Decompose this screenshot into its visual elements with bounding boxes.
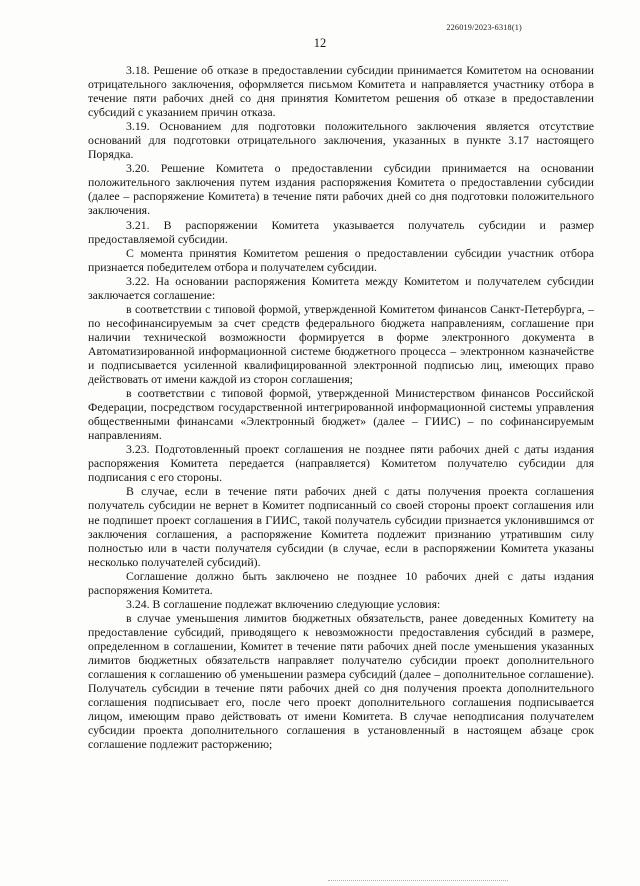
paragraph-3-22: 3.22. На основании распоряжения Комитета между Комитетом и получателем субсидии заключается соглашение: [88,273,594,302]
document-registration-number: 226019/2023-6318(1) [446,23,522,32]
paragraph-3-23-deadline: Соглашение должно быть заключено не позднее 10 рабочих дней с даты издания распоряжения Комитета. [88,568,594,597]
paragraph-3-22-item-1: в соответствии с типовой формой, утвержденной Комитетом финансов Санкт-Петербурга, – по несофинансируемым за счет средств федерального бюджета направлениям, соглашение при наличии технической возможности формируется в форме электронного документа в Автоматизированной информационной системе бюджетного процесса – электронном казначействе и подписывается усиленной квалифицированной электронной подписью лиц, имеющих право действовать от имени каждой из сторон соглашения; [88,301,594,387]
paragraph-3-21-winner: С момента принятия Комитетом решения о предоставлении субсидии участник отбора признается победителем отбора и получателем субсидии. [88,245,594,274]
page-number: 12 [313,36,327,50]
paragraph-3-24-item-1: в случае уменьшения лимитов бюджетных обязательств, ранее доведенных Комитету на предоставление субсидий, приводящего к невозможности предоставления субсидий в размере, определенном в соглашении, Комитет в течение пяти рабочих дней после уменьшения указанных лимитов бюджетных обязательств направляет получателю субсидии проект дополнительного соглашения к соглашению об уменьшении размера субсидий (далее – дополнительное соглашение). Получатель субсидии в течение пяти рабочих дней со дня получения проекта дополнительного соглашения подписывает его, после чего проект дополнительного соглашения подписывается лицом, имеющим право действовать от имени Комитета. В случае неподписания получателем субсидии проекта дополнительного соглашения в установленный в настоящем абзаце срок соглашение подлежит расторжению; [88,610,594,752]
paragraph-3-23-refusal: В случае, если в течение пяти рабочих дней с даты получения проекта соглашения получатель субсидии не вернет в Комитет подписанный со своей стороны проект соглашения или не подпишет проект соглашения в ГИИС, такой получатель субсидии признается уклонившимся от заключения соглашения, а распоряжение Комитета подлежит признанию утратившим силу полностью или в части получателя субсидии (в случае, если в распоряжении Комитета указаны несколько получателей субсидий). [88,484,594,569]
scan-edge-mark [328,880,508,883]
paragraph-3-18: 3.18. Решение об отказе в предоставлении субсидии принимается Комитетом на основании отрицательного заключения, оформляется письмом Комитета и направляется участнику отбора в течение пяти рабочих дней со дня принятия Комитетом решения об отказе в предоставлении субсидий с указанием причин отказа. [88,63,594,120]
paragraph-3-19: 3.19. Основанием для подготовки положительного заключения является отсутствие оснований для подготовки отрицательного заключения, указанных в пункте 3.17 настоящего Порядка. [88,119,594,162]
paragraph-3-24: 3.24. В соглашение подлежат включению следующие условия: [126,596,441,611]
document-body [88,63,594,751]
paragraph-3-23: 3.23. Подготовленный проект соглашения не позднее пяти рабочих дней с даты издания распоряжения Комитета передается (направляется) Комитетом получателю субсидии для подписания с его стороны. [88,442,594,485]
paragraph-3-21: 3.21. В распоряжении Комитета указывается получатель субсидии и размер предоставляемой субсидии. [88,217,594,246]
paragraph-3-20: 3.20. Решение Комитета о предоставлении субсидии принимается на основании положительного заключения путем издания распоряжения Комитета о предоставлении субсидии (далее – распоряжение Комитета) в течение пяти рабочих дней со дня подготовки положительного заключения. [88,161,594,218]
paragraph-3-22-item-2: в соответствии с типовой формой, утвержденной Министерством финансов Российской Федерации, посредством государственной интегрированной информационной системы управления общественными финансами «Электронный бюджет» (далее – ГИИС) – по софинансируемым направлениям. [88,386,594,443]
